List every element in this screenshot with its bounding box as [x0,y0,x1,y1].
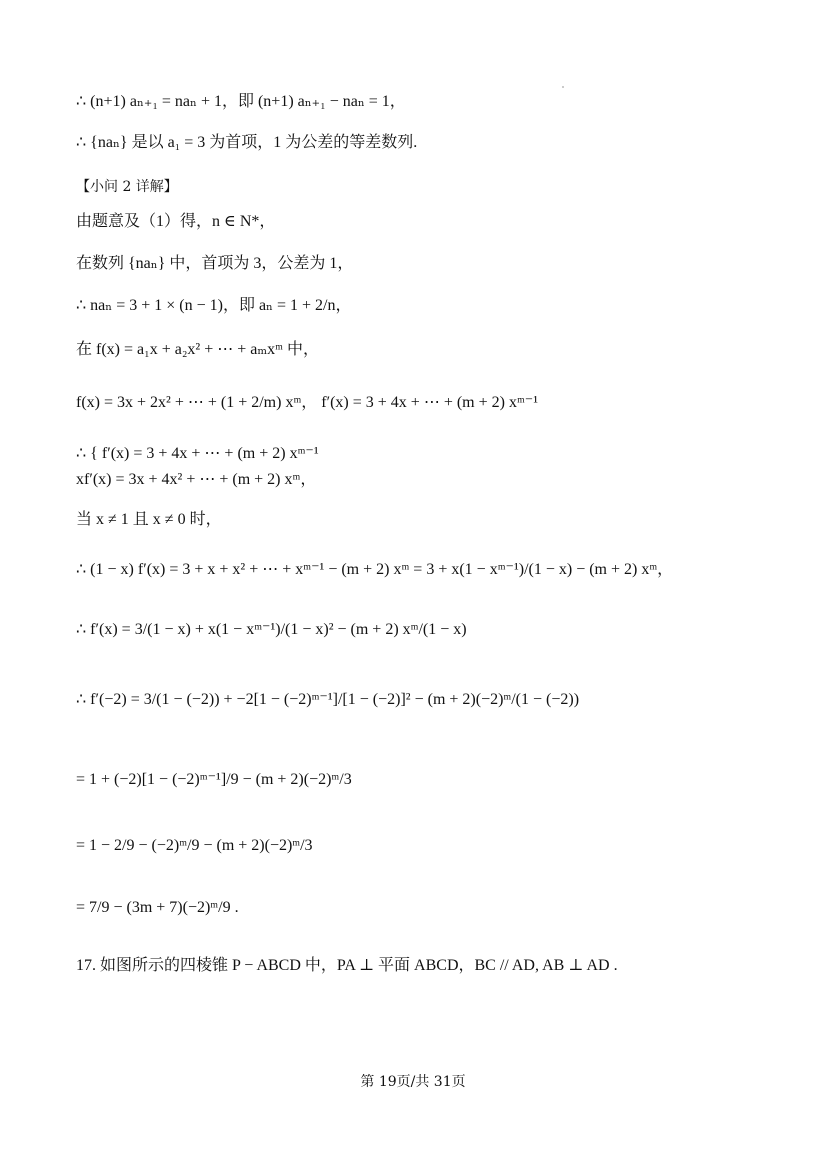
equation-step-2: = 1 − 2/9 − (−2)ᵐ/9 − (m + 2)(−2)ᵐ/3 [76,837,313,854]
text-condition: 当 x ≠ 1 且 x ≠ 0 时， [76,511,222,528]
text-given: 由题意及（1）得，n ∈ N*， [76,213,276,230]
text-sequence: 在数列 {naₙ} 中，首项为 3，公差为 1， [76,255,354,272]
equation-result: = 7/9 − (3m + 7)(−2)ᵐ/9 . [76,899,239,916]
page-footer: 第 19页/共 31页 [360,1074,466,1090]
speck [562,86,564,88]
section-heading: 【小问 2 详解】 [76,179,178,195]
equation-step-1: = 1 + (−2)[1 − (−2)ᵐ⁻¹]/9 − (m + 2)(−2)ᵐ/3 [76,771,352,788]
problem-17: 17. 如图所示的四棱锥 P − ABCD 中，PA ⊥ 平面 ABCD，BC // AD, AB ⊥ AD . [76,957,618,974]
text-fx-def: 在 f(x) = a₁x + a₂x² + ⋯ + aₘxᵐ 中， [76,341,319,358]
equation-recurrence: ∴ (n+1) aₙ₊₁ = naₙ + 1，即 (n+1) aₙ₊₁ − naₙ = 1， [76,93,406,110]
system-line-2: xf′(x) = 3x + 4x² + ⋯ + (m + 2) xᵐ， [76,471,317,488]
system-line-1: ∴ { f′(x) = 3 + 4x + ⋯ + (m + 2) xᵐ⁻¹ [76,445,319,462]
equation-subtract: ∴ (1 − x) f′(x) = 3 + x + x² + ⋯ + xᵐ⁻¹ − (m + 2) xᵐ = 3 + x(1 − xᵐ⁻¹)/(1 − x) − (m + 2) xᵐ， [76,561,674,578]
equation-an: ∴ naₙ = 3 + 1 × (n − 1)，即 aₙ = 1 + 2/n， [76,297,352,314]
conclusion-arithmetic: ∴ {naₙ} 是以 a₁ = 3 为首项，1 为公差的等差数列. [76,134,418,151]
equation-fprime-minus2: ∴ f′(−2) = 3/(1 − (−2)) + −2[1 − (−2)ᵐ⁻¹]/[1 − (−2)]² − (m + 2)(−2)ᵐ/(1 − (−2)) [76,691,580,708]
equation-fx-fprime: f(x) = 3x + 2x² + ⋯ + (1 + 2/m) xᵐ， f′(x) = 3 + 4x + ⋯ + (m + 2) xᵐ⁻¹ [76,394,539,411]
equation-fprime-x: ∴ f′(x) = 3/(1 − x) + x(1 − xᵐ⁻¹)/(1 − x)² − (m + 2) xᵐ/(1 − x) [76,621,467,638]
